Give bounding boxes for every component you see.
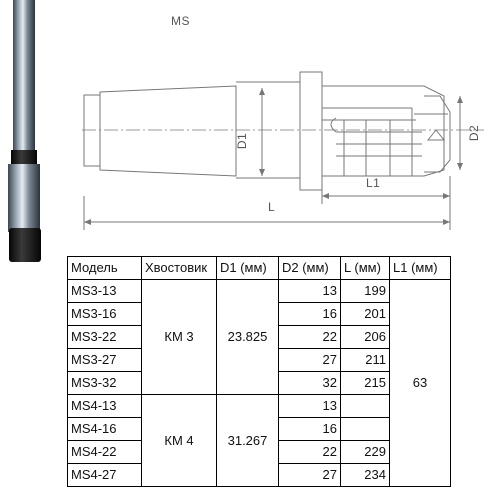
shank-cell: КМ 3 — [142, 280, 217, 395]
model-cell: MS4-16 — [68, 418, 142, 441]
d2-cell: 13 — [279, 395, 341, 418]
l1-cell: 63 — [390, 280, 451, 487]
header-l: L (мм) — [341, 257, 390, 280]
header-model: Модель — [68, 257, 142, 280]
table-row — [68, 280, 451, 303]
model-cell: MS3-22 — [68, 326, 142, 349]
d1-cell: 31.267 — [217, 395, 279, 487]
model-cell: MS4-27 — [68, 464, 142, 487]
l-cell — [341, 395, 390, 418]
header-d1: D1 (мм) — [217, 257, 279, 280]
header-l1: L1 (мм) — [390, 257, 451, 280]
header-shank: Хвостовик — [142, 257, 217, 280]
d2-cell: 32 — [279, 372, 341, 395]
model-cell: MS3-32 — [68, 372, 142, 395]
shank-cell: КМ 4 — [142, 395, 217, 487]
spec-table — [67, 256, 451, 487]
d2-cell: 27 — [279, 464, 341, 487]
l-cell: 199 — [341, 280, 390, 303]
l-cell: 201 — [341, 303, 390, 326]
l-cell: 206 — [341, 326, 390, 349]
l1-label: L1 — [366, 176, 381, 190]
d2-cell: 16 — [279, 418, 341, 441]
product-photo — [0, 0, 64, 262]
model-cell: MS4-22 — [68, 441, 142, 464]
d2-cell: 16 — [279, 303, 341, 326]
header-d2: D2 (мм) — [279, 257, 341, 280]
l-cell: 215 — [341, 372, 390, 395]
table-header-row — [68, 257, 451, 280]
model-cell: MS3-27 — [68, 349, 142, 372]
d2-cell: 27 — [279, 349, 341, 372]
l-cell: 229 — [341, 441, 390, 464]
model-cell: MS3-13 — [68, 280, 142, 303]
d2-cell: 13 — [279, 280, 341, 303]
l-label: L — [268, 200, 276, 214]
d2-cell: 22 — [279, 326, 341, 349]
d2-cell: 22 — [279, 441, 341, 464]
model-cell: MS4-13 — [68, 395, 142, 418]
l-cell: 211 — [341, 349, 390, 372]
l-cell: 234 — [341, 464, 390, 487]
drawing-title: MS — [171, 14, 190, 28]
d2-label: D2 — [467, 124, 482, 142]
d1-label: D1 — [235, 132, 250, 150]
l-cell — [341, 418, 390, 441]
drawing-lines — [64, 0, 500, 250]
d1-cell: 23.825 — [217, 280, 279, 395]
model-cell: MS3-16 — [68, 303, 142, 326]
technical-drawing — [64, 0, 500, 250]
